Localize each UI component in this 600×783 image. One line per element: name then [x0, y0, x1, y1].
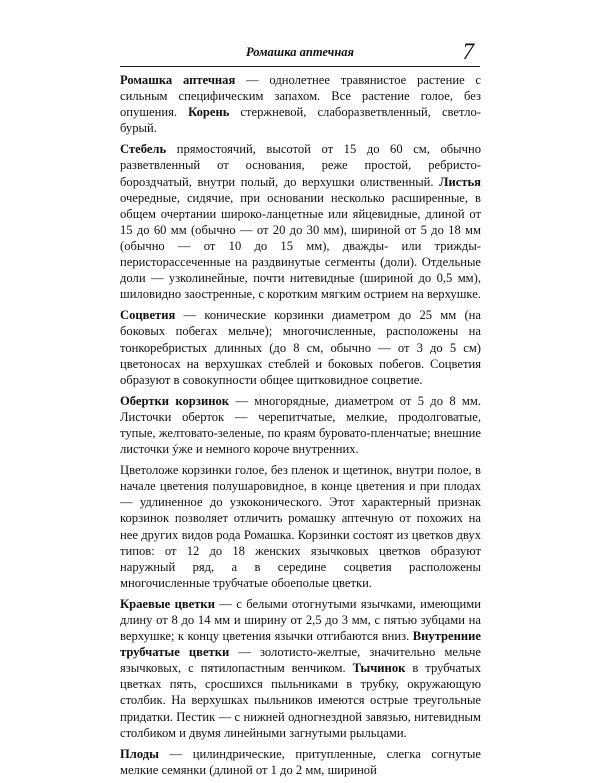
paragraph-text: прямостоячий, высотой от 15 до 60 см, обычно разветвленный от основания, реже простой, ребристо-бороздчатый, внутри полый, до верхушки олиственный.: [120, 142, 481, 189]
paragraph-text: — конические корзинки диаметром до 25 мм (на боковых побегах мельче); многочисленные, расположены на тонкоребристых длинных (до 8 см, обычно — от 3 до 5 см) цветоносах на верхушках стеблей и боковых побегов. Соцветия образуют в совокупности общее щитковидное соцветие.: [120, 308, 481, 387]
paragraph-text: очередные, сидячие, при основании несколько расширенные, в общем очертании широко-ланцетные или яйцевидные, длиной от 15 до 60 мм (обычно — от 20 до 30 мм), шириной от 5 до 18 мм (обычно — от 10 до 15 мм), дважды- или трижды-перисторассеченные на раздвинутые сегменты (доли). Отдельные доли — узколинейные, почти нитевидные (шириной до 0,5 мм), шиловидно заостренные, с коротким мягким острием на верхушке.: [120, 190, 481, 302]
paragraph-text: — однолетнее травянистое растение с сильным специфическим запахом. Все растение голое, без опушения.: [120, 73, 482, 120]
paragraph: [120, 462, 481, 591]
term-heading: Обертки корзинок: [120, 393, 230, 408]
term-heading: Листья: [439, 174, 481, 189]
paragraph-text: — цилиндрические, притупленные, слегка согнутые мелкие семянки (длиной от 1 до 2 мм, шириной: [120, 746, 481, 777]
term-heading: Внутренние трубчатые цветки: [120, 629, 481, 660]
page-number: 7: [462, 39, 474, 64]
running-title: Ромашка аптечная: [246, 45, 354, 59]
paragraph: [120, 141, 481, 302]
running-header: [120, 40, 480, 67]
paragraph-text: Цветоложе корзинки голое, без пленок и щетинок, внутри полое, в начале цветения полушаровидное, в конце цветения и при плодах — удлиненное до узкоконического. Этот характерный признак корзинок позволяет отличить ромашку аптечную от похожих на нее других видов рода Ромашка. Корзинки состоят из цветков двух типов: от 12 до 18 женских язычковых цветков образуют наружный ряд, а в середине соцветия расположены многочисленные трубчатые обоеполые цветки.: [120, 463, 481, 590]
paragraph-text: стержневой, слаборазветвленный, светло-бурый.: [120, 105, 481, 136]
paragraph: [120, 393, 481, 457]
term-heading: Корень: [188, 105, 230, 120]
paragraph-text: — многорядные, диаметром от 5 до 8 мм. Листочки оберток — черепитчатые, мелкие, продолговатые, тупые, желтовато-зеленые, по краям буровато-пленчатые; внешние листочки ýже и немного короче внутренних.: [120, 393, 482, 457]
term-heading: Стебель: [120, 142, 167, 157]
paragraph-text: — с белыми отогнутыми язычками, имеющими длину от 8 до 14 мм и ширину от 2,5 до 3 мм, с пятью зубцами на верхушке; к концу цветения язычки отгибаются вниз.: [120, 596, 481, 644]
paragraph-text: в трубчатых цветках пять, сросшихся пыльниками в трубку, окружающую столбик. На верхушках пыльников имеются острые треугольные придатки. Пестик — с нижней одногнездной завязью, нитевидным столбиком и двумя линейными загнутыми рыльцами.: [120, 661, 481, 740]
term-heading: Тычинок: [352, 661, 406, 676]
paragraph-text: — золотисто-желтые, значительно мельче язычковых, с пятилопастным венчиком.: [120, 645, 481, 676]
term-heading: Плоды: [120, 746, 159, 761]
paragraph: [120, 307, 481, 387]
term-heading: Соцветия: [120, 308, 176, 323]
paragraph: [120, 746, 481, 778]
body-text: [120, 72, 481, 783]
paragraph: [120, 72, 481, 136]
paragraph: [120, 596, 481, 741]
term-heading: Ромашка аптечная: [120, 73, 236, 87]
term-heading: Краевые цветки: [120, 596, 215, 611]
